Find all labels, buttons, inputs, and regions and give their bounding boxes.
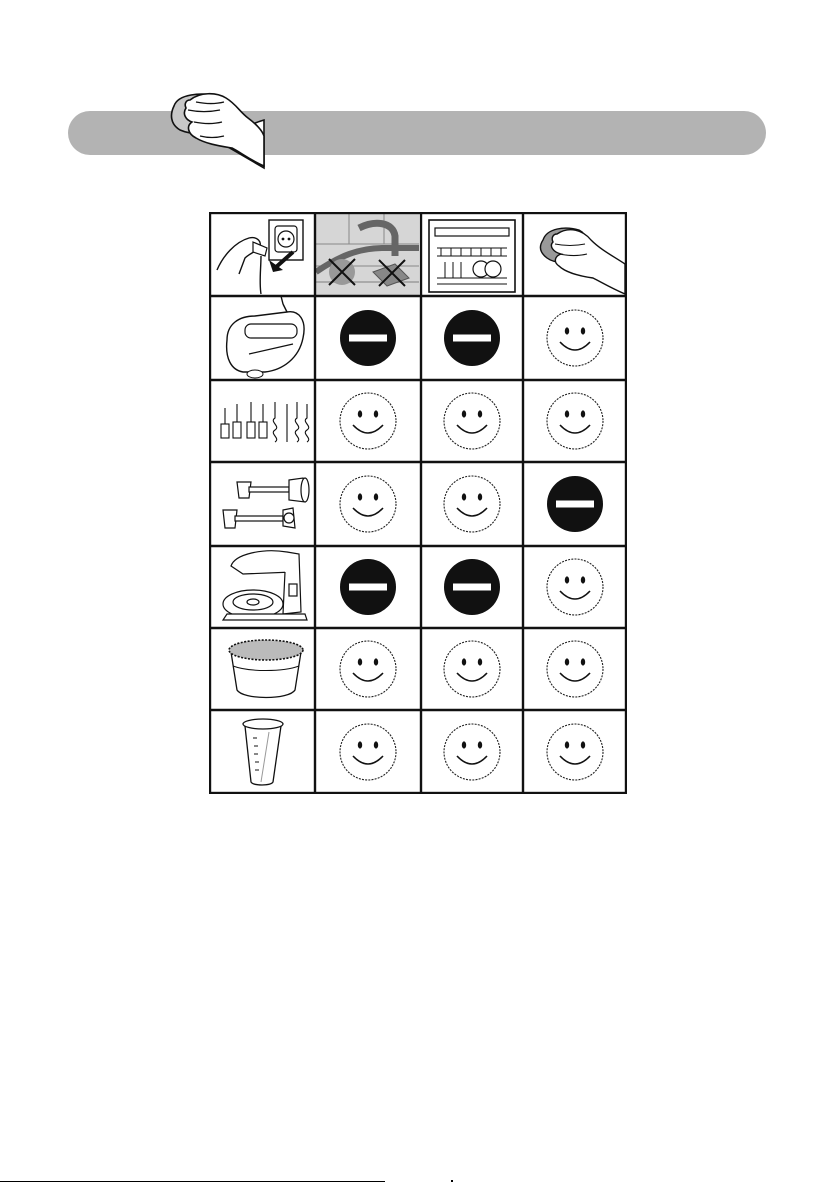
smiley-ok-icon [340, 476, 396, 532]
smiley-ok-icon [547, 641, 603, 697]
smiley-ok-icon [547, 559, 603, 615]
smiley-ok-icon [340, 641, 396, 697]
measuring-beaker-icon [243, 719, 283, 785]
mixing-bowl-icon [229, 640, 303, 698]
footer-rule [0, 1181, 385, 1182]
wipe-cloth-icon [540, 228, 625, 294]
cleaning-instructions-table [209, 212, 627, 794]
smiley-ok-icon [444, 641, 500, 697]
not-allowed-icon [444, 310, 500, 366]
no-running-water-icon [316, 213, 419, 295]
smiley-ok-icon [547, 310, 603, 366]
beaters-and-dough-hooks-icon [221, 402, 309, 442]
smiley-ok-icon [444, 393, 500, 449]
hand-mixer-motor-icon [227, 296, 304, 378]
dishwasher-icon [429, 220, 515, 292]
not-allowed-icon [340, 559, 396, 615]
hand-wiping-icon [160, 82, 270, 174]
unplug-icon [217, 220, 303, 294]
smiley-ok-icon [340, 393, 396, 449]
not-allowed-icon [340, 310, 396, 366]
smiley-ok-icon [444, 476, 500, 532]
smiley-ok-icon [547, 724, 603, 780]
not-allowed-icon [547, 476, 603, 532]
smiley-ok-icon [340, 724, 396, 780]
not-allowed-icon [444, 559, 500, 615]
smiley-ok-icon [547, 393, 603, 449]
stand-with-turntable-icon [223, 551, 307, 620]
footer-mark [451, 1180, 453, 1182]
blender-leg-attachments-icon [223, 478, 309, 528]
smiley-ok-icon [444, 724, 500, 780]
